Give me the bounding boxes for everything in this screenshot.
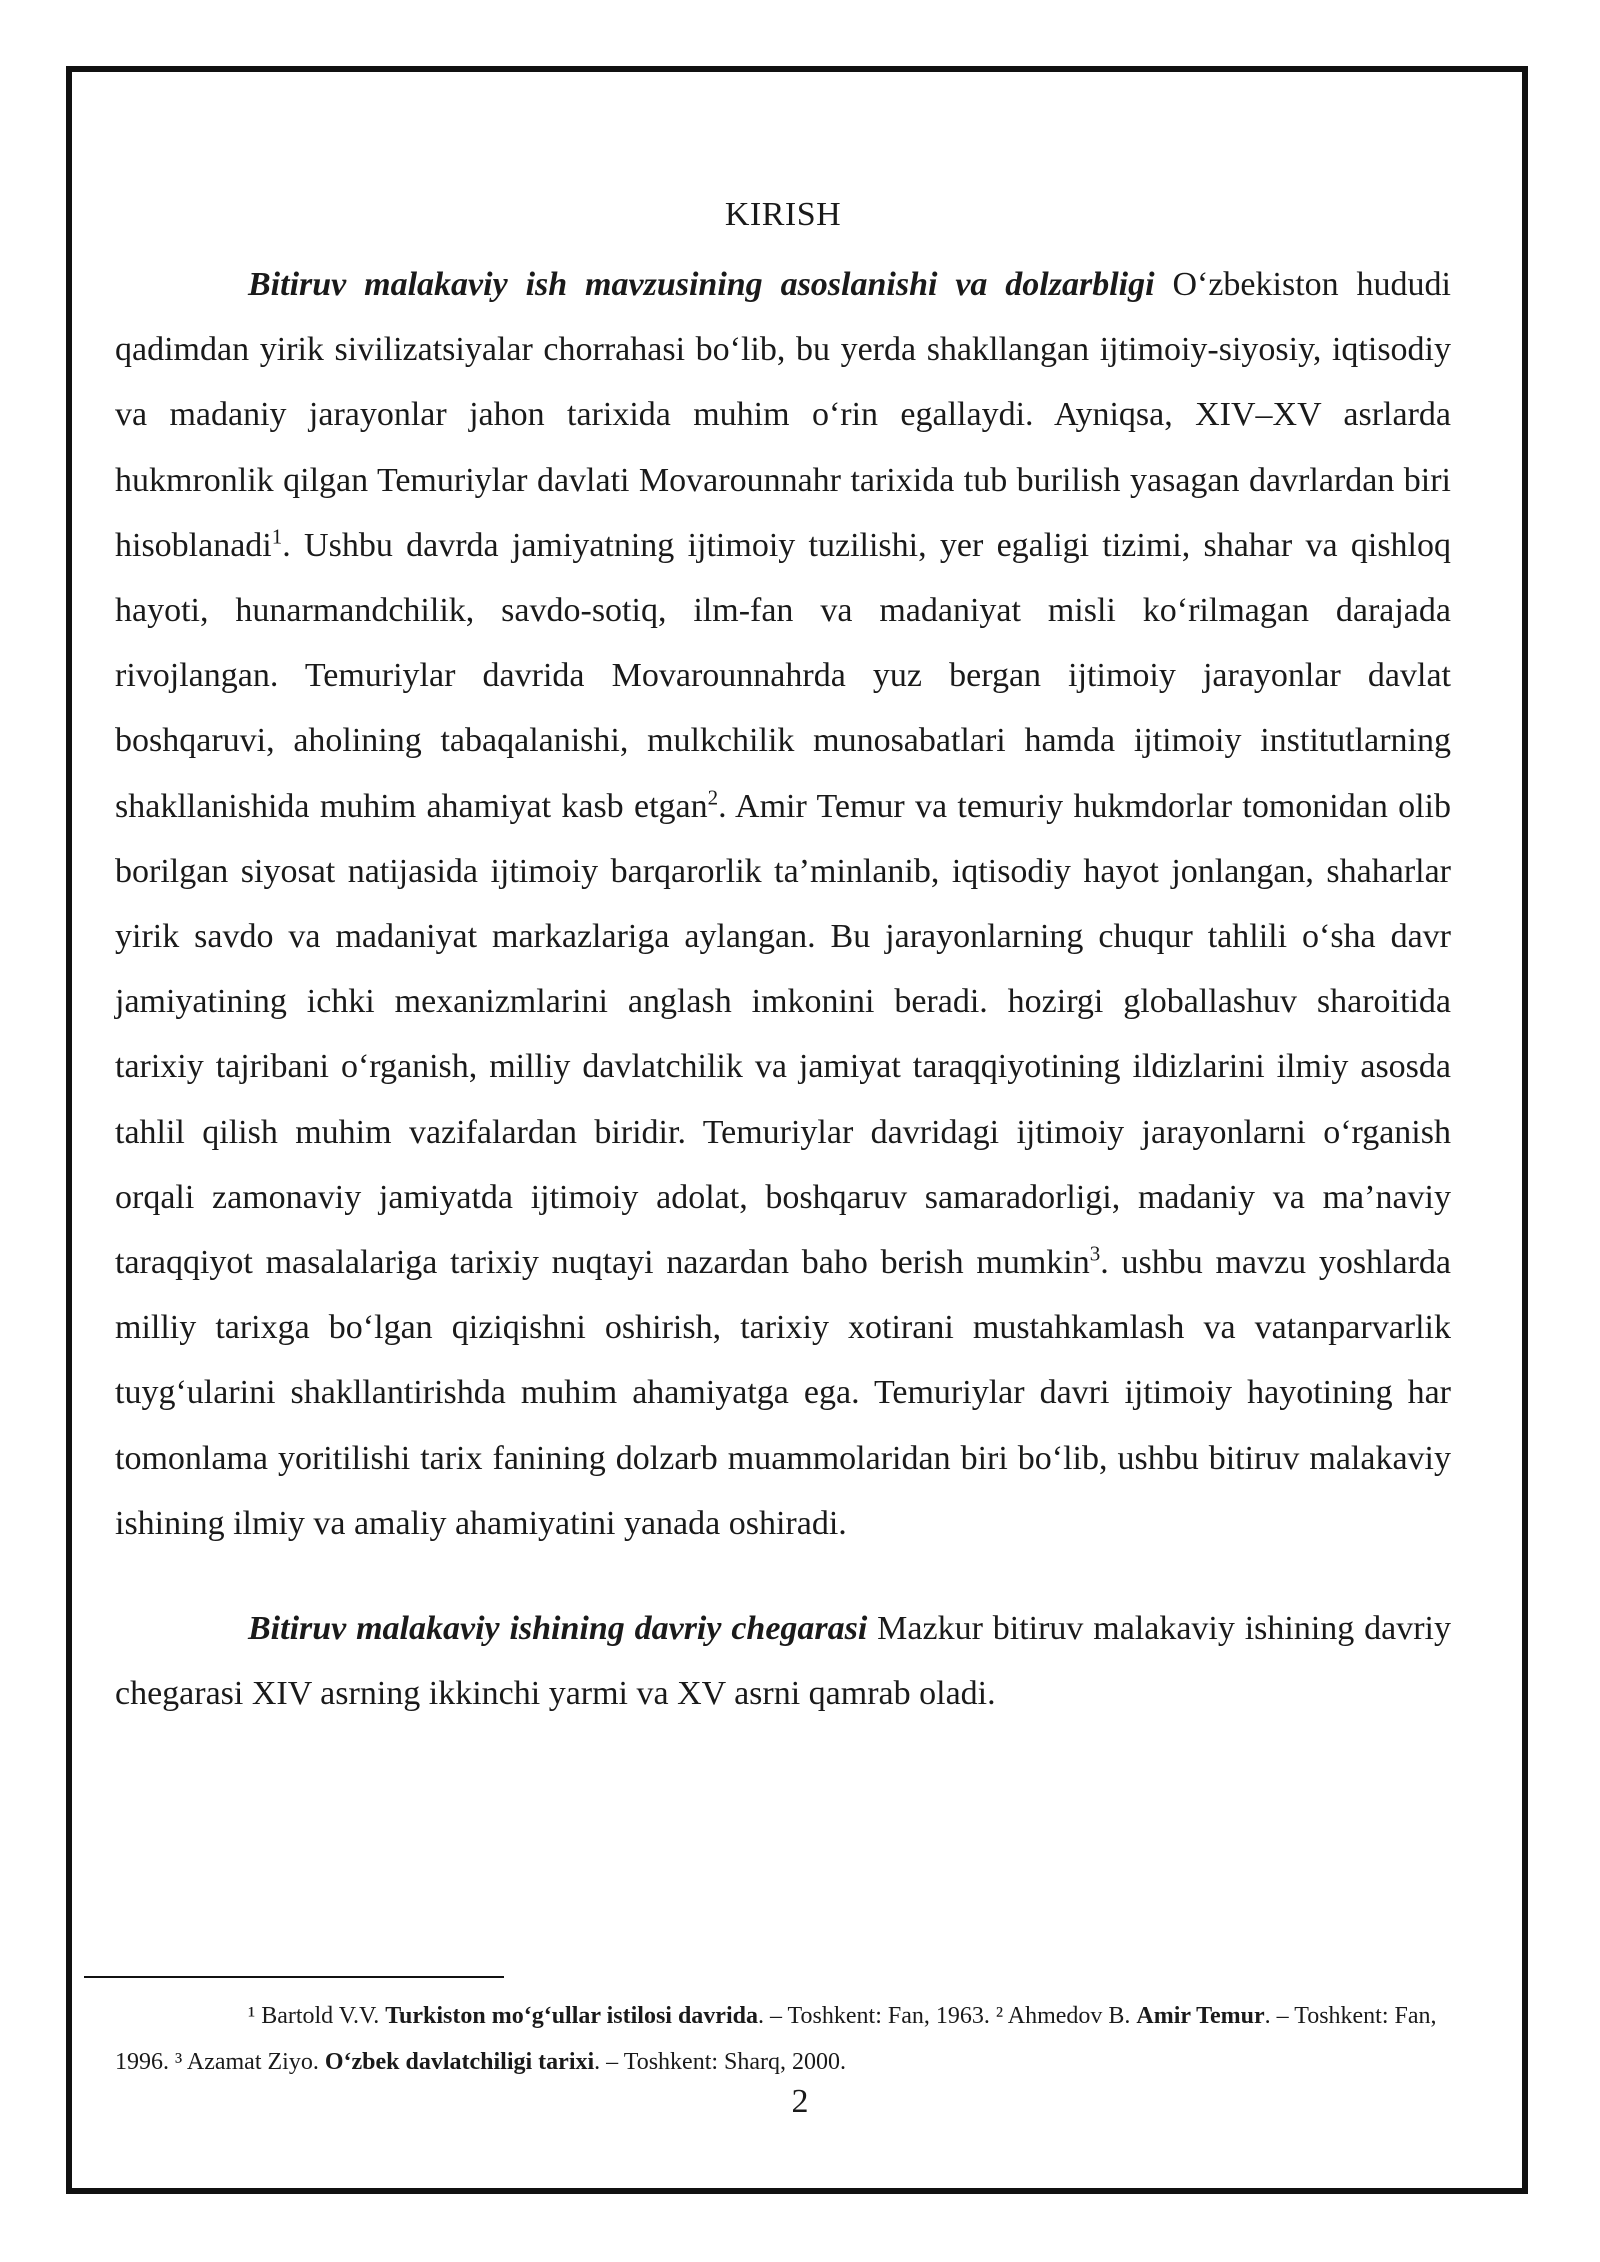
paragraph-relevance-text-1: O‘zbekiston hududi qadimdan yirik sivilizatsiyalar chorrahasi bo‘lib, bu yerda shakllangan ijtimoiy-siyosiy, iqtisodiy va madaniy jarayonlar jahon tarixida muhim o‘rin egallaydi. Ayniqsa, XIV–XV asrlarda hukmronlik qilgan Temuriylar davlati Movarounnahr tarixida tub burilish yasagan davrlardan biri hisoblanadi [115, 266, 1451, 564]
paragraph-relevance-text-3: . Amir Temur va temuriy hukmdorlar tomonidan olib borilgan siyosat natijasida ijtimoiy barqarorlik ta’minlanib, iqtisodiy hayot jonlangan, shaharlar yirik savdo va madaniyat markazlariga aylangan. Bu jarayonlarning chuqur tahlili o‘sha davr jamiyatining ichki mexanizmlarini anglash imkonini beradi. hozirgi globallashuv sharoitida tarixiy tajribani o‘rganish, milliy davlatchilik va jamiyat taraqqiyotining ildizlarini ilmiy asosda tahlil qilish muhim vazifalardan biridir. Temuriylar davridagi ijtimoiy jarayonlarni o‘rganish orqali zamonaviy jamiyatda ijtimoiy adolat, boshqaruv samaradorligi, madaniy va ma’naviy taraqqiyot masalalariga tarixiy nuqtayi nazardan baho berish mumkin [115, 787, 1452, 1282]
footnotes [115, 1993, 1451, 2085]
footnote-2-title: Amir Temur [1136, 2003, 1265, 2029]
footnote-3-title: O‘zbek davlatchiligi tarixi [324, 2049, 595, 2075]
paragraph-period [115, 1596, 1451, 1726]
section-title: KIRISH [724, 196, 842, 233]
footnote-1-prefix: ¹ Bartold V.V. [248, 2003, 386, 2029]
paragraph-period-text: Mazkur bitiruv malakaviy ishining davriy chegarasi XIV asrning ikkinchi yarmi va XV asrni qamrab oladi. [115, 1610, 1452, 1713]
footnote-separator [84, 1976, 504, 1978]
footnote-2-prefix: ² Ahmedov B. [995, 2003, 1137, 2029]
paragraph-relevance-text-4: . ushbu mavzu yoshlarda milliy tarixga bo‘lgan qiziqishni oshirish, tarixiy xotirani mustahkamlash va vatanparvarlik tuyg‘ularini shakllantirishda muhim ahamiyatga ega. Temuriylar davri ijtimoiy hayotining har tomonlama yoritilishi tarix fanining dolzarb muammolaridan biri bo‘lib, ushbu bitiruv malakaviy ishining ilmiy va amaliy ahamiyatini yanada oshiradi. [115, 1244, 1452, 1542]
paragraph-period-lead: Bitiruv malakaviy ishining davriy chegarasi [248, 1610, 868, 1648]
footnote-ref-2[interactable]: 2 [707, 785, 719, 810]
footnote-2-suffix: . – Toshkent: Fan, 1996. [115, 2003, 1437, 2075]
paragraph-relevance-lead: Bitiruv malakaviy ish mavzusining asoslanishi va dolzarbligi [248, 266, 1155, 303]
footnote-ref-1[interactable]: 1 [271, 524, 283, 549]
footnote-ref-3[interactable]: 3 [1089, 1241, 1101, 1266]
footnote-3-prefix: ³ Azamat Ziyo. [175, 2049, 325, 2075]
paragraph-relevance-text-2: . Ushbu davrda jamiyatning ijtimoiy tuzilishi, yer egaligi tizimi, shahar va qishloq hayoti, hunarmandchilik, savdo-sotiq, ilm-fan va madaniyat misli ko‘rilmagan darajada rivojlangan. Temuriylar davrida Movarounnahrda yuz bergan ijtimoiy jarayonlar davlat boshqaruvi, aholining tabaqalanishi, mulkchilik munosabatlari hamda ijtimoiy institutlarning shakllanishida muhim ahamiyat kasb etgan [115, 526, 1451, 825]
footnote-3-suffix: . – Toshkent: Sharq, 2000. [594, 2049, 847, 2075]
page-number: 2 [791, 2083, 809, 2120]
footnote-1-title: Turkiston mo‘g‘ullar istilosi davrida [385, 2003, 758, 2029]
page-body [115, 188, 1451, 1726]
footnote-1-suffix: . – Toshkent: Fan, 1963. [757, 2003, 996, 2029]
paragraph-relevance [115, 252, 1451, 1556]
